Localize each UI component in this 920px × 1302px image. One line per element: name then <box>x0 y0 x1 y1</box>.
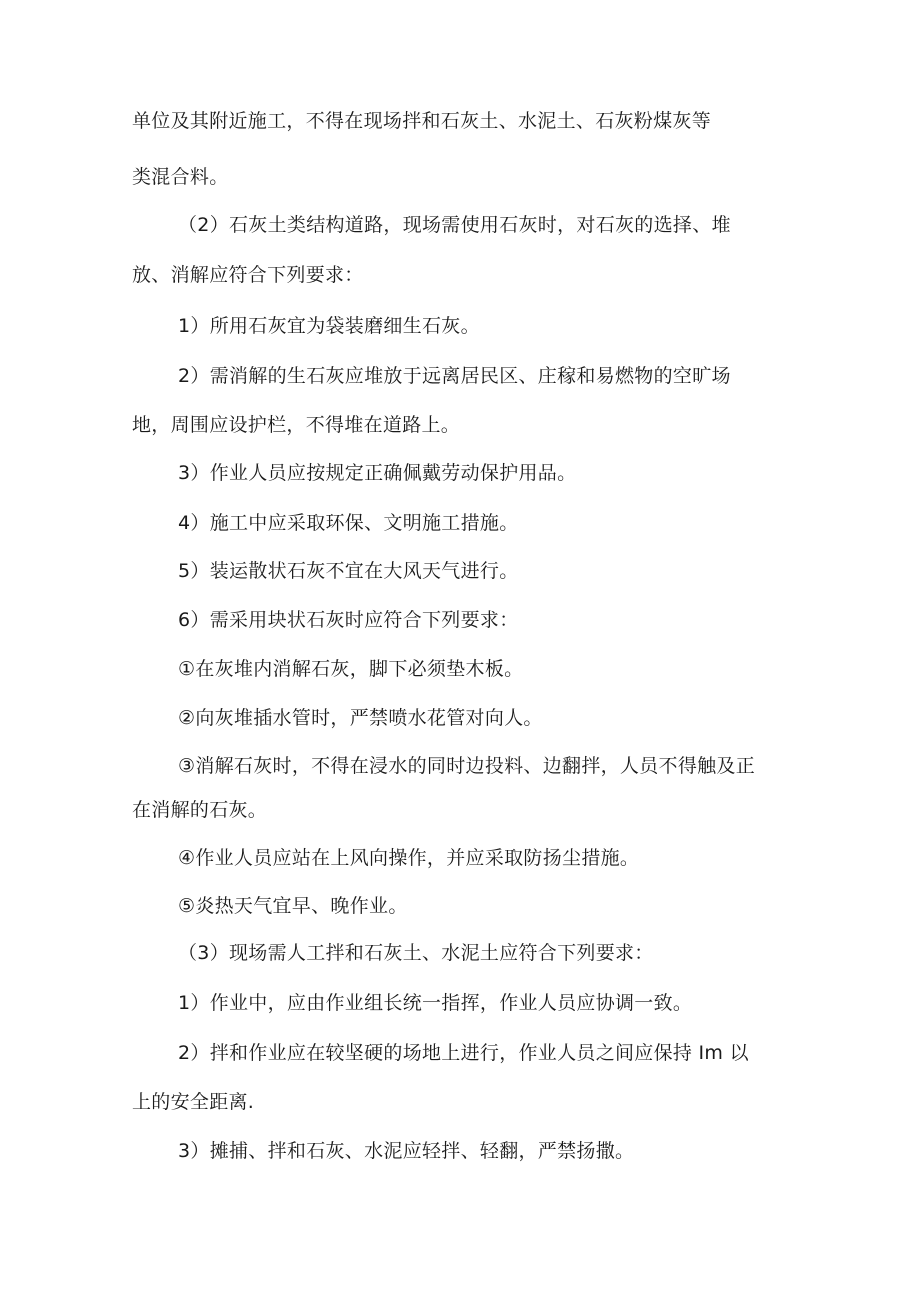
paragraph-line: （3）现场需人工拌和石灰土、水泥土应符合下列要求： <box>178 942 654 964</box>
paragraph-line: 在消解的石灰。 <box>132 799 268 821</box>
paragraph-line: ②向灰堆插水管时，严禁喷水花管对向人。 <box>178 707 543 729</box>
paragraph-line: 3）作业人员应按规定正确佩戴劳动保护用品。 <box>178 462 577 484</box>
paragraph-line: 2）需消解的生石灰应堆放于远离居民区、庄稼和易燃物的空旷场 <box>178 365 731 387</box>
paragraph-line: 1）所用石灰宜为袋装磨细生石灰。 <box>178 315 480 337</box>
paragraph-line: 放、消解应符合下列要求： <box>132 264 364 286</box>
paragraph-line: 上的安全距离. <box>132 1091 255 1113</box>
paragraph-line: 地，周围应设护栏，不得堆在道路上。 <box>132 414 461 436</box>
paragraph-line: 单位及其附近施工，不得在现场拌和石灰土、水泥土、石灰粉煤灰等 <box>132 110 712 132</box>
paragraph-line: 类混合料。 <box>132 166 229 188</box>
paragraph-line: 1）作业中，应由作业组长统一指挥，作业人员应协调一致。 <box>178 992 693 1014</box>
paragraph-line: ④作业人员应站在上风向操作，并应采取防扬尘措施。 <box>178 847 640 869</box>
paragraph-line: ⑤炎热天气宜早、晚作业。 <box>178 895 408 917</box>
paragraph-line: （2）石灰土类结构道路，现场需使用石灰时，对石灰的选择、堆 <box>178 214 731 236</box>
paragraph-line: ③消解石灰时，不得在浸水的同时边投料、边翻拌，人员不得触及正 <box>178 755 756 777</box>
paragraph-line: 2）拌和作业应在较坚硬的场地上进行，作业人员之间应保持 Im 以 <box>178 1042 749 1064</box>
paragraph-line: 4）施工中应采取环保、文明施工措施。 <box>178 512 519 534</box>
paragraph-line: ①在灰堆内消解石灰，脚下必须垫木板。 <box>178 658 524 680</box>
paragraph-line: 5）装运散状石灰不宜在大风天气进行。 <box>178 560 519 582</box>
paragraph-line: 6）需采用块状石灰时应符合下列要求： <box>178 609 519 631</box>
paragraph-line: 3）摊捕、拌和石灰、水泥应轻拌、轻翻，严禁扬撒。 <box>178 1140 635 1162</box>
